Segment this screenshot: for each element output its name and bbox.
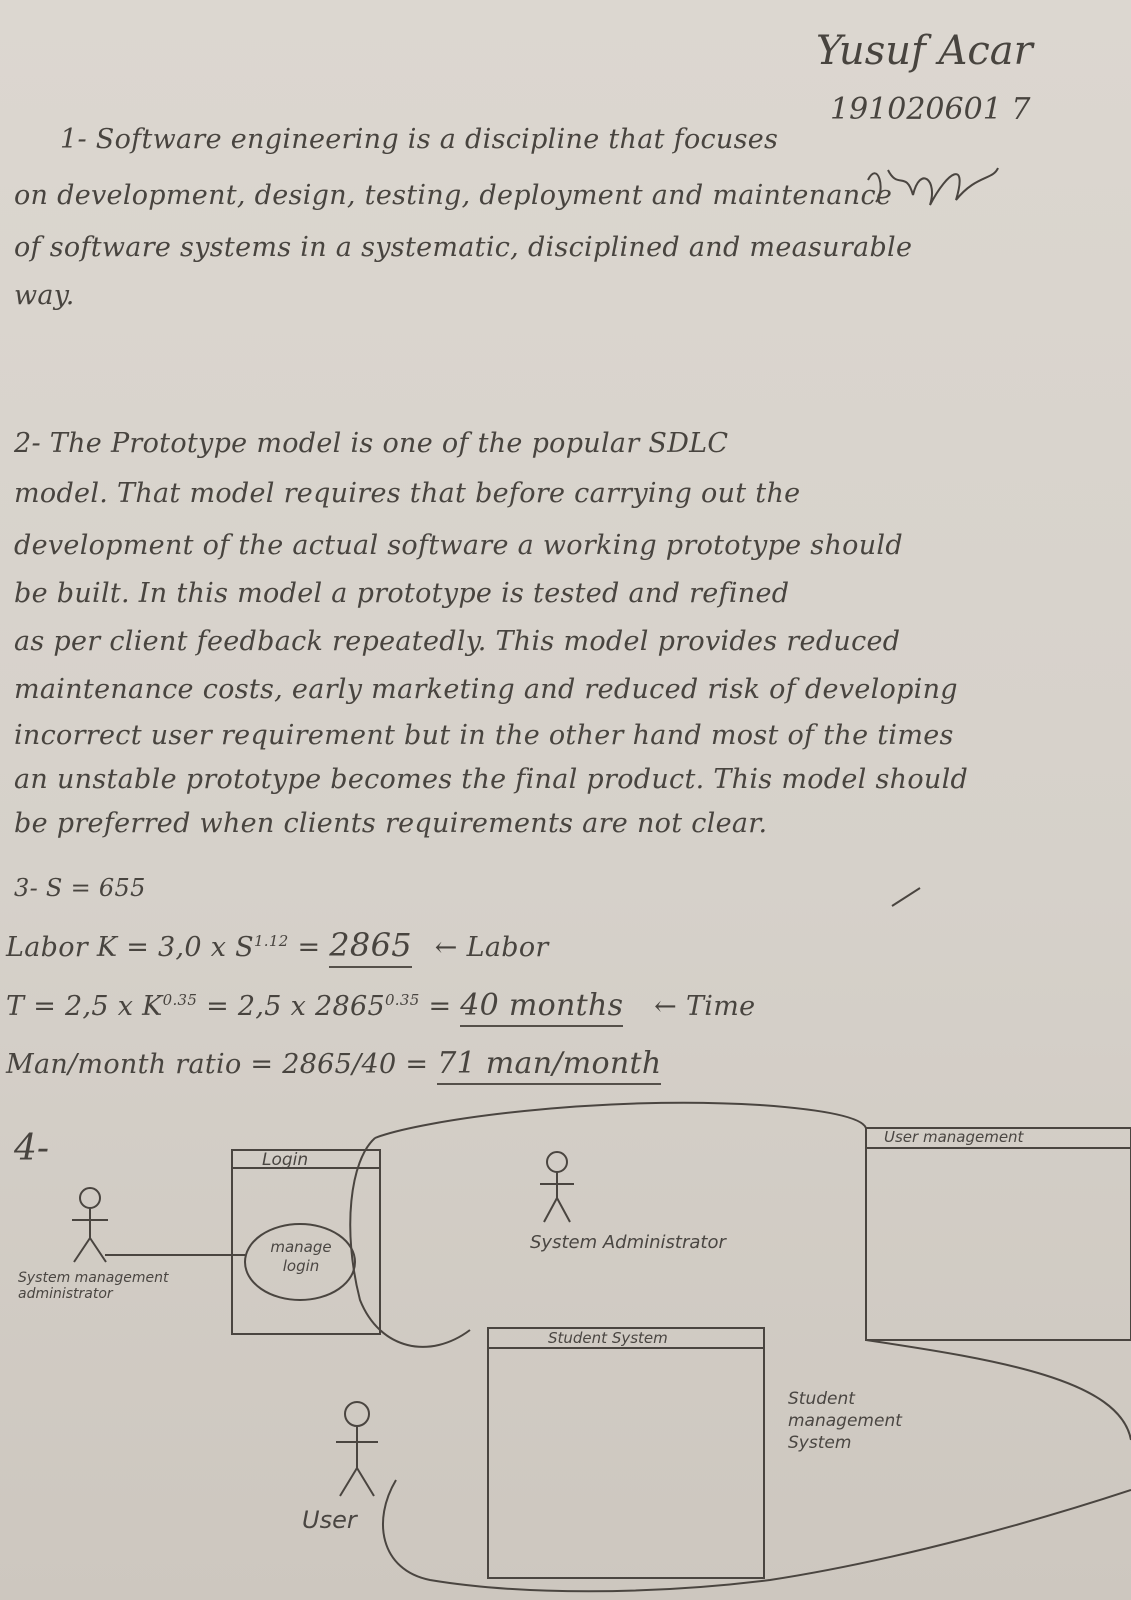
q3-labor-prefix: Labor K = 3,0 x S [6,932,254,963]
q3-time-eq: = [419,991,461,1022]
q3-time-exponent: 0.35 [162,991,198,1009]
q1-number: 1- [60,124,87,155]
q3-ratio-prefix: Man/month ratio = 2865/40 = [6,1049,438,1080]
q3-time-exponent-2: 0.35 [384,991,420,1009]
actor-admin-label: System management administrator [18,1270,169,1302]
q1-line-4: way. [14,280,75,311]
login-box-title: Login [262,1150,309,1170]
q2-line-9: be preferred when clients requirements are not clear. [14,808,768,839]
student-system-box [488,1328,764,1578]
tick-mark [892,888,920,906]
q3-ratio-result: 71 man/month [437,1046,661,1085]
student-system-title: Student System [548,1329,668,1347]
q3-labor-note: ← Labor [434,932,549,963]
q2-text-1: The Prototype model is one of the popular SDLC [49,428,729,459]
q2-line-3: development of the actual software a working prototype should [14,530,903,561]
actor-sysadmin-figure [540,1152,574,1222]
q1-line-3: of software systems in a systematic, disciplined and measurable [14,232,913,263]
q3-s-value: S = 655 [45,874,146,902]
q3-time-mid: = 2,5 x 2865 [197,991,385,1022]
user-management-box [866,1128,1131,1340]
student-id: 191020601 7 [830,92,1031,127]
q1-line-2: on development, design, testing, deployment and maintenance [14,180,893,211]
actor-user-label: User [302,1506,357,1534]
q2-line-2: model. That model requires that before carrying out the [14,478,801,509]
q2-line-5: as per client feedback repeatedly. This model provides reduced [14,626,901,657]
q4-number: 4- [14,1128,50,1169]
q2-line-8: an unstable prototype becomes the final product. This model should [14,764,969,795]
user-management-title: User management [884,1128,1024,1146]
q1-text-1: Software engineering is a discipline that focuses [95,124,779,155]
actor-user-figure [336,1402,378,1496]
q2-line-6: maintenance costs, early marketing and reduced risk of developing [14,674,958,705]
q3-labor-result: 2865 [329,926,412,968]
q3-labor-eq: = [288,932,330,963]
q3-time-note: ← Time [654,991,756,1022]
q2-line-4: be built. In this model a prototype is tested and refined [14,578,790,609]
q3-time-result: 40 months [460,988,623,1027]
q2-number: 2- [14,428,41,459]
q3-time-prefix: T = 2,5 x K [6,991,163,1022]
actor-sysadmin-label: System Administrator [530,1232,726,1253]
q2-line-7: incorrect user requirement but in the other hand most of the times [14,720,954,751]
q3-number: 3- [14,874,38,902]
manage-login-label: manage login [270,1238,332,1275]
author-name: Yusuf Acar [816,28,1033,74]
q3-labor-exponent: 1.12 [253,932,289,950]
system-boundary-curve [350,1103,1131,1592]
student-management-label: Student management System [788,1389,902,1453]
actor-admin-figure [72,1188,108,1262]
